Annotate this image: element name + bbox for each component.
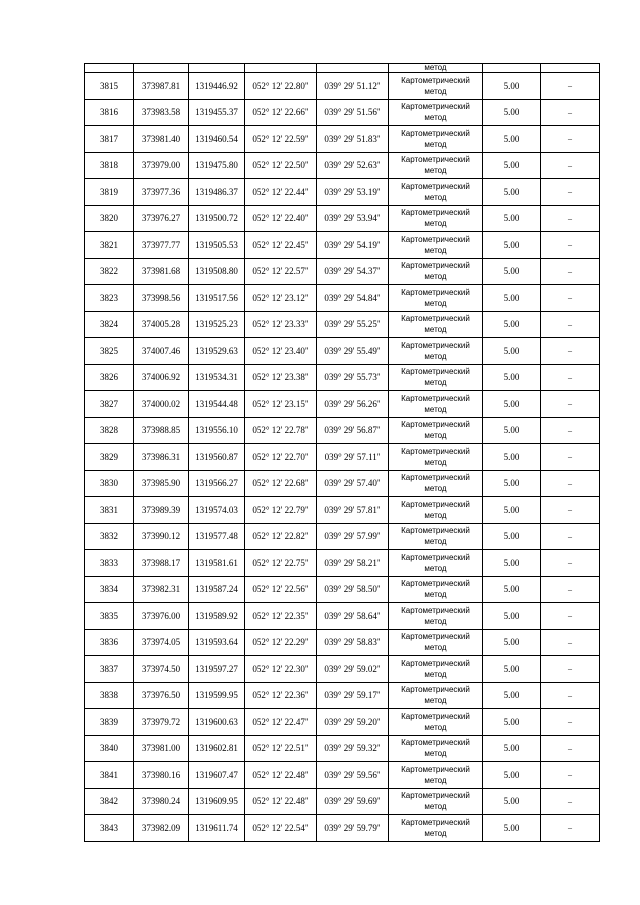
cell-latitude xyxy=(245,64,317,73)
cell-latitude: 052° 12' 22.68" xyxy=(245,470,317,497)
cell-x: 373981.68 xyxy=(134,258,189,285)
cell-method: Картометрический метод xyxy=(389,338,483,365)
cell-accuracy: 5.00 xyxy=(483,656,541,683)
cell-latitude: 052° 12' 22.66" xyxy=(245,99,317,126)
cell-x: 374000.02 xyxy=(134,391,189,418)
table-row xyxy=(85,470,600,497)
cell-y: 1319486.37 xyxy=(189,179,245,206)
cell-method: Картометрический метод xyxy=(389,523,483,550)
cell-latitude: 052° 12' 22.48" xyxy=(245,762,317,789)
cell-longitude: 039° 29' 54.84" xyxy=(317,285,389,312)
cell-accuracy: 5.00 xyxy=(483,815,541,842)
cell-longitude: 039° 29' 58.50" xyxy=(317,576,389,603)
table-row xyxy=(85,656,600,683)
cell-number: 3833 xyxy=(85,550,134,577)
cell-number: 3827 xyxy=(85,391,134,418)
table-row xyxy=(85,152,600,179)
cell-method: Картометрический метод xyxy=(389,417,483,444)
cell-x: 373990.12 xyxy=(134,523,189,550)
table-row xyxy=(85,258,600,285)
cell-x: 373998.56 xyxy=(134,285,189,312)
cell-x: 373988.17 xyxy=(134,550,189,577)
cell-number: 3843 xyxy=(85,815,134,842)
cell-latitude: 052° 12' 22.70" xyxy=(245,444,317,471)
cell-note: – xyxy=(541,311,600,338)
cell-accuracy: 5.00 xyxy=(483,391,541,418)
table-row xyxy=(85,285,600,312)
cell-number: 3832 xyxy=(85,523,134,550)
cell-latitude: 052° 12' 22.59" xyxy=(245,126,317,153)
cell-longitude: 039° 29' 54.37" xyxy=(317,258,389,285)
cell-y: 1319597.27 xyxy=(189,656,245,683)
cell-accuracy: 5.00 xyxy=(483,179,541,206)
cell-longitude: 039° 29' 58.64" xyxy=(317,603,389,630)
cell-number: 3819 xyxy=(85,179,134,206)
cell-latitude: 052° 12' 23.38" xyxy=(245,364,317,391)
cell-number: 3830 xyxy=(85,470,134,497)
cell-longitude: 039° 29' 59.02" xyxy=(317,656,389,683)
cell-latitude: 052° 12' 22.47" xyxy=(245,709,317,736)
cell-x: 373988.85 xyxy=(134,417,189,444)
table-row xyxy=(85,762,600,789)
cell-longitude: 039° 29' 51.12" xyxy=(317,73,389,100)
cell-method: Картометрический метод xyxy=(389,682,483,709)
cell-y: 1319609.95 xyxy=(189,788,245,815)
cell-longitude: 039° 29' 57.81" xyxy=(317,497,389,524)
cell-y: 1319446.92 xyxy=(189,73,245,100)
cell-accuracy: 5.00 xyxy=(483,444,541,471)
table-row xyxy=(85,735,600,762)
cell-number: 3824 xyxy=(85,311,134,338)
table-row xyxy=(85,444,600,471)
cell-accuracy: 5.00 xyxy=(483,629,541,656)
cell-x: 373981.00 xyxy=(134,735,189,762)
cell-note: – xyxy=(541,682,600,709)
cell-y: 1319455.37 xyxy=(189,99,245,126)
cell-accuracy: 5.00 xyxy=(483,788,541,815)
table-row xyxy=(85,603,600,630)
cell-accuracy: 5.00 xyxy=(483,682,541,709)
cell-note: – xyxy=(541,788,600,815)
cell-latitude: 052° 12' 22.44" xyxy=(245,179,317,206)
cell-method: Картометрический метод xyxy=(389,73,483,100)
cell-accuracy: 5.00 xyxy=(483,417,541,444)
table-row xyxy=(85,73,600,100)
cell-x: 373985.90 xyxy=(134,470,189,497)
cell-latitude: 052° 12' 22.48" xyxy=(245,788,317,815)
cell-note: – xyxy=(541,629,600,656)
cell-y: 1319599.95 xyxy=(189,682,245,709)
cell-accuracy: 5.00 xyxy=(483,73,541,100)
cell-longitude: 039° 29' 57.40" xyxy=(317,470,389,497)
cell-number: 3831 xyxy=(85,497,134,524)
cell-accuracy: 5.00 xyxy=(483,470,541,497)
cell-method: Картометрический метод xyxy=(389,603,483,630)
cell-y: 1319581.61 xyxy=(189,550,245,577)
cell-longitude: 039° 29' 59.69" xyxy=(317,788,389,815)
cell-note: – xyxy=(541,364,600,391)
table-row xyxy=(85,709,600,736)
cell-longitude: 039° 29' 59.17" xyxy=(317,682,389,709)
cell-method: Картометрический метод xyxy=(389,179,483,206)
table-row xyxy=(85,682,600,709)
cell-number: 3828 xyxy=(85,417,134,444)
cell-method: Картометрический метод xyxy=(389,762,483,789)
cell-note: – xyxy=(541,232,600,259)
cell-latitude: 052° 12' 22.75" xyxy=(245,550,317,577)
cell-y: 1319534.31 xyxy=(189,364,245,391)
cell-number: 3815 xyxy=(85,73,134,100)
table-row xyxy=(85,179,600,206)
cell-latitude: 052° 12' 22.80" xyxy=(245,73,317,100)
cell-y: 1319544.48 xyxy=(189,391,245,418)
cell-note: – xyxy=(541,550,600,577)
cell-note: – xyxy=(541,152,600,179)
cell-method: Картометрический метод xyxy=(389,232,483,259)
table-row xyxy=(85,391,600,418)
cell-number: 3821 xyxy=(85,232,134,259)
cell-number: 3825 xyxy=(85,338,134,365)
cell-latitude: 052° 12' 23.12" xyxy=(245,285,317,312)
table-row xyxy=(85,550,600,577)
cell-x: 373976.00 xyxy=(134,603,189,630)
cell-note: – xyxy=(541,73,600,100)
table-row xyxy=(85,815,600,842)
cell-accuracy: 5.00 xyxy=(483,523,541,550)
cell-accuracy: 5.00 xyxy=(483,762,541,789)
cell-y: 1319560.87 xyxy=(189,444,245,471)
cell-number: 3837 xyxy=(85,656,134,683)
cell-latitude: 052° 12' 22.79" xyxy=(245,497,317,524)
cell-number: 3823 xyxy=(85,285,134,312)
cell-latitude: 052° 12' 22.57" xyxy=(245,258,317,285)
cell-method: метод xyxy=(389,64,483,73)
cell-x: 373987.81 xyxy=(134,73,189,100)
cell-latitude: 052° 12' 22.54" xyxy=(245,815,317,842)
cell-number: 3839 xyxy=(85,709,134,736)
cell-y: 1319611.74 xyxy=(189,815,245,842)
coordinates-sheet xyxy=(84,63,599,842)
cell-accuracy: 5.00 xyxy=(483,338,541,365)
cell-x: 373979.72 xyxy=(134,709,189,736)
cell-y: 1319525.23 xyxy=(189,311,245,338)
cell-x xyxy=(134,64,189,73)
table-row xyxy=(85,576,600,603)
cell-method: Картометрический метод xyxy=(389,258,483,285)
cell-longitude: 039° 29' 59.56" xyxy=(317,762,389,789)
cell-accuracy: 5.00 xyxy=(483,205,541,232)
table-row xyxy=(85,205,600,232)
cell-method: Картометрический метод xyxy=(389,364,483,391)
cell-method: Картометрический метод xyxy=(389,550,483,577)
cell-accuracy: 5.00 xyxy=(483,152,541,179)
cell-latitude: 052° 12' 22.45" xyxy=(245,232,317,259)
cell-method: Картометрический метод xyxy=(389,576,483,603)
cell-note: – xyxy=(541,391,600,418)
cell-note: – xyxy=(541,497,600,524)
cell-note: – xyxy=(541,126,600,153)
table-row xyxy=(85,417,600,444)
cell-accuracy: 5.00 xyxy=(483,735,541,762)
cell-method: Картометрический метод xyxy=(389,629,483,656)
cell-x: 373974.50 xyxy=(134,656,189,683)
cell-number: 3841 xyxy=(85,762,134,789)
cell-accuracy: 5.00 xyxy=(483,550,541,577)
cell-note: – xyxy=(541,735,600,762)
cell-x: 373981.40 xyxy=(134,126,189,153)
cell-y: 1319566.27 xyxy=(189,470,245,497)
cell-latitude: 052° 12' 22.51" xyxy=(245,735,317,762)
cell-method: Картометрический метод xyxy=(389,470,483,497)
cell-method: Картометрический метод xyxy=(389,656,483,683)
table-row xyxy=(85,338,600,365)
cell-longitude: 039° 29' 55.73" xyxy=(317,364,389,391)
cell-longitude: 039° 29' 55.49" xyxy=(317,338,389,365)
cell-x: 374006.92 xyxy=(134,364,189,391)
cell-latitude: 052° 12' 22.56" xyxy=(245,576,317,603)
cell-y: 1319475.80 xyxy=(189,152,245,179)
cell-x: 374005.28 xyxy=(134,311,189,338)
cell-longitude: 039° 29' 57.99" xyxy=(317,523,389,550)
table-row xyxy=(85,99,600,126)
cell-x: 373983.58 xyxy=(134,99,189,126)
cell-x: 373976.27 xyxy=(134,205,189,232)
cell-accuracy: 5.00 xyxy=(483,603,541,630)
cell-longitude: 039° 29' 56.87" xyxy=(317,417,389,444)
cell-y: 1319460.54 xyxy=(189,126,245,153)
cell-method: Картометрический метод xyxy=(389,391,483,418)
cell-note: – xyxy=(541,338,600,365)
cell-number: 3818 xyxy=(85,152,134,179)
cell-x: 373980.24 xyxy=(134,788,189,815)
table-body xyxy=(85,64,600,842)
cell-accuracy xyxy=(483,64,541,73)
cell-note: – xyxy=(541,417,600,444)
cell-y: 1319529.63 xyxy=(189,338,245,365)
cell-y: 1319600.63 xyxy=(189,709,245,736)
cell-number: 3822 xyxy=(85,258,134,285)
cell-longitude: 039° 29' 55.25" xyxy=(317,311,389,338)
cell-method: Картометрический метод xyxy=(389,205,483,232)
table-row xyxy=(85,126,600,153)
cell-number: 3826 xyxy=(85,364,134,391)
cell-note: – xyxy=(541,99,600,126)
cell-accuracy: 5.00 xyxy=(483,99,541,126)
cell-number: 3834 xyxy=(85,576,134,603)
cell-y: 1319587.24 xyxy=(189,576,245,603)
cell-latitude: 052° 12' 22.30" xyxy=(245,656,317,683)
table-row xyxy=(85,311,600,338)
cell-x: 373976.50 xyxy=(134,682,189,709)
cell-accuracy: 5.00 xyxy=(483,258,541,285)
cell-method: Картометрический метод xyxy=(389,285,483,312)
cell-longitude: 039° 29' 53.19" xyxy=(317,179,389,206)
cell-accuracy: 5.00 xyxy=(483,232,541,259)
cell-y: 1319602.81 xyxy=(189,735,245,762)
cell-note: – xyxy=(541,205,600,232)
cell-method: Картометрический метод xyxy=(389,788,483,815)
cell-method: Картометрический метод xyxy=(389,311,483,338)
cell-note: – xyxy=(541,179,600,206)
cell-latitude: 052° 12' 23.15" xyxy=(245,391,317,418)
cell-note xyxy=(541,64,600,73)
cell-y: 1319577.48 xyxy=(189,523,245,550)
cell-longitude xyxy=(317,64,389,73)
cell-method: Картометрический метод xyxy=(389,735,483,762)
cell-y xyxy=(189,64,245,73)
table-row-continued xyxy=(85,64,600,73)
cell-latitude: 052° 12' 22.35" xyxy=(245,603,317,630)
cell-number: 3842 xyxy=(85,788,134,815)
cell-longitude: 039° 29' 59.32" xyxy=(317,735,389,762)
cell-accuracy: 5.00 xyxy=(483,126,541,153)
cell-note: – xyxy=(541,470,600,497)
cell-note: – xyxy=(541,576,600,603)
cell-latitude: 052° 12' 22.50" xyxy=(245,152,317,179)
cell-y: 1319505.53 xyxy=(189,232,245,259)
cell-method: Картометрический метод xyxy=(389,709,483,736)
cell-y: 1319593.64 xyxy=(189,629,245,656)
cell-longitude: 039° 29' 53.94" xyxy=(317,205,389,232)
cell-longitude: 039° 29' 58.21" xyxy=(317,550,389,577)
cell-note: – xyxy=(541,762,600,789)
cell-accuracy: 5.00 xyxy=(483,709,541,736)
cell-number: 3840 xyxy=(85,735,134,762)
cell-x: 373989.39 xyxy=(134,497,189,524)
cell-method: Картометрический метод xyxy=(389,497,483,524)
cell-longitude: 039° 29' 57.11" xyxy=(317,444,389,471)
cell-note: – xyxy=(541,444,600,471)
cell-x: 373977.36 xyxy=(134,179,189,206)
cell-accuracy: 5.00 xyxy=(483,497,541,524)
cell-accuracy: 5.00 xyxy=(483,576,541,603)
cell-longitude: 039° 29' 54.19" xyxy=(317,232,389,259)
cell-method: Картометрический метод xyxy=(389,152,483,179)
cell-y: 1319508.80 xyxy=(189,258,245,285)
cell-method: Картометрический метод xyxy=(389,99,483,126)
cell-number: 3817 xyxy=(85,126,134,153)
table-row xyxy=(85,788,600,815)
cell-longitude: 039° 29' 56.26" xyxy=(317,391,389,418)
cell-accuracy: 5.00 xyxy=(483,364,541,391)
cell-number: 3836 xyxy=(85,629,134,656)
cell-number: 3835 xyxy=(85,603,134,630)
cell-accuracy: 5.00 xyxy=(483,311,541,338)
cell-x: 373980.16 xyxy=(134,762,189,789)
cell-latitude: 052° 12' 22.40" xyxy=(245,205,317,232)
cell-longitude: 039° 29' 51.56" xyxy=(317,99,389,126)
table-row xyxy=(85,232,600,259)
cell-x: 373986.31 xyxy=(134,444,189,471)
cell-number: 3829 xyxy=(85,444,134,471)
cell-latitude: 052° 12' 22.78" xyxy=(245,417,317,444)
cell-note: – xyxy=(541,603,600,630)
cell-x: 373982.31 xyxy=(134,576,189,603)
cell-latitude: 052° 12' 23.33" xyxy=(245,311,317,338)
cell-method: Картометрический метод xyxy=(389,815,483,842)
cell-x: 373977.77 xyxy=(134,232,189,259)
cell-note: – xyxy=(541,258,600,285)
cell-number: 3816 xyxy=(85,99,134,126)
cell-number: 3838 xyxy=(85,682,134,709)
cell-x: 373982.09 xyxy=(134,815,189,842)
cell-longitude: 039° 29' 52.63" xyxy=(317,152,389,179)
cell-note: – xyxy=(541,815,600,842)
cell-x: 373979.00 xyxy=(134,152,189,179)
coordinates-table xyxy=(84,63,600,842)
cell-note: – xyxy=(541,523,600,550)
table-row xyxy=(85,364,600,391)
cell-number: 3820 xyxy=(85,205,134,232)
cell-accuracy: 5.00 xyxy=(483,285,541,312)
cell-latitude: 052° 12' 23.40" xyxy=(245,338,317,365)
table-row xyxy=(85,497,600,524)
cell-latitude: 052° 12' 22.29" xyxy=(245,629,317,656)
cell-note: – xyxy=(541,656,600,683)
cell-latitude: 052° 12' 22.82" xyxy=(245,523,317,550)
cell-y: 1319574.03 xyxy=(189,497,245,524)
cell-y: 1319500.72 xyxy=(189,205,245,232)
cell-x: 373974.05 xyxy=(134,629,189,656)
cell-longitude: 039° 29' 59.20" xyxy=(317,709,389,736)
cell-note: – xyxy=(541,709,600,736)
cell-number xyxy=(85,64,134,73)
cell-y: 1319607.47 xyxy=(189,762,245,789)
cell-y: 1319517.56 xyxy=(189,285,245,312)
cell-longitude: 039° 29' 51.83" xyxy=(317,126,389,153)
cell-x: 374007.46 xyxy=(134,338,189,365)
cell-longitude: 039° 29' 59.79" xyxy=(317,815,389,842)
cell-y: 1319556.10 xyxy=(189,417,245,444)
cell-method: Картометрический метод xyxy=(389,444,483,471)
cell-latitude: 052° 12' 22.36" xyxy=(245,682,317,709)
cell-method: Картометрический метод xyxy=(389,126,483,153)
cell-y: 1319589.92 xyxy=(189,603,245,630)
table-row xyxy=(85,629,600,656)
table-row xyxy=(85,523,600,550)
cell-note: – xyxy=(541,285,600,312)
cell-longitude: 039° 29' 58.83" xyxy=(317,629,389,656)
